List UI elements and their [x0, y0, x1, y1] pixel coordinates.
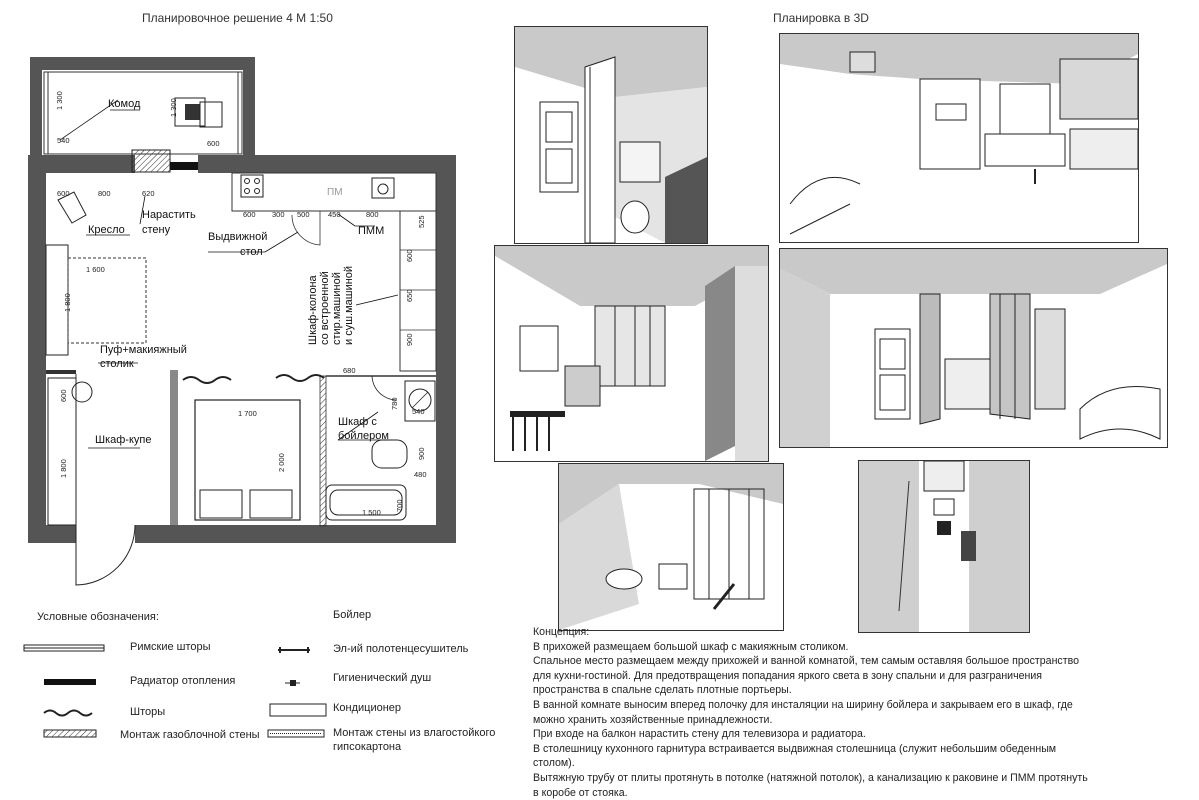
svg-text:900: 900 [417, 447, 426, 460]
svg-text:600: 600 [59, 389, 68, 402]
legend-radiator: Радиатор отопления [130, 675, 236, 687]
concept-line: столом). [533, 757, 575, 770]
legend-drywall-1: Монтаж стены из влагостойкого [333, 727, 496, 739]
label-boiler-1: Шкаф с [338, 416, 377, 428]
gas-block-legend-icon [44, 730, 96, 737]
label-stol-1: Выдвижной [208, 231, 268, 243]
concept-line: В столешницу кухонного гарнитура встраивается выдвижная столешница (служит небольшим обеденным [533, 742, 1057, 755]
balcony-wall-left [30, 57, 42, 157]
svg-text:со встроенной: со встроенной [319, 271, 331, 345]
svg-text:500: 500 [297, 210, 310, 219]
svg-text:1 800: 1 800 [59, 459, 68, 478]
concept-line: При входе на балкон нарастить стену для телевизора и радиатора. [533, 728, 866, 741]
svg-text:525: 525 [417, 215, 426, 228]
wall-bottom-right [135, 525, 456, 543]
radiator-icon [170, 162, 198, 170]
svg-text:450: 450 [328, 210, 341, 219]
svg-text:700: 700 [395, 499, 404, 512]
legend-hygienic-shower: Гигиенический душ [333, 672, 432, 684]
partition-bedroom-left [170, 370, 178, 525]
floor-plan [0, 0, 470, 600]
concept-line: для кухни-гостиной. Для предотвращения попадания яркого света в зону спальни и для разграничения [533, 669, 1043, 682]
svg-text:и суш.машиной: и суш.машиной [343, 265, 355, 345]
wall-left [28, 155, 46, 543]
sofa-unfolded [68, 258, 146, 343]
svg-text:1 700: 1 700 [238, 409, 257, 418]
render-living-wide [494, 245, 769, 462]
curtain-icon-2 [276, 375, 324, 381]
label-boiler-2: бойлером [338, 430, 389, 442]
curtain-icon [183, 377, 231, 383]
label-narastit-1: Нарастить [142, 209, 196, 221]
main-walls [28, 150, 456, 543]
legend-roman-blinds: Римские шторы [130, 641, 211, 653]
label-shkaf-column [307, 266, 355, 345]
sink-icon [372, 178, 394, 198]
label-pm: ПМ [327, 187, 343, 198]
legend-curtains: Шторы [130, 706, 166, 718]
label-kupe: Шкаф-купе [95, 434, 152, 446]
render-balcony-top [858, 460, 1030, 633]
legend-drywall-2: гипсокартона [333, 741, 402, 753]
legend-towel-dryer: Эл-ий полотенцесушитель [333, 643, 469, 655]
svg-text:800: 800 [366, 210, 379, 219]
svg-text:Шкаф-колона: Шкаф-колона [307, 275, 319, 345]
drywall-legend-icon [268, 730, 324, 737]
svg-text:540: 540 [57, 136, 70, 145]
legend-boiler: Бойлер [333, 609, 372, 621]
chair-icon [185, 104, 200, 120]
svg-text:600: 600 [57, 189, 70, 198]
wall-bottom-left [28, 525, 76, 543]
radiator-block [132, 150, 170, 172]
radiator-legend-icon [44, 679, 96, 685]
svg-text:620: 620 [142, 189, 155, 198]
render-bedroom [779, 248, 1168, 448]
svg-text:1 300: 1 300 [169, 98, 178, 117]
label-kreslo: Кресло [88, 224, 125, 236]
towel-dryer-legend-icon [278, 647, 310, 653]
renders-title: Планировка в 3D [773, 11, 869, 25]
svg-text:600: 600 [405, 249, 414, 262]
hygienic-shower-legend-icon [285, 680, 300, 686]
wall-right [436, 155, 456, 543]
svg-text:540: 540 [412, 407, 425, 416]
curtains-legend-icon [44, 711, 92, 716]
render-bathroom [558, 463, 784, 631]
concept-title: Концепция: [533, 626, 590, 638]
label-puf-1: Пуф+макияжный [100, 344, 187, 356]
svg-text:650: 650 [405, 289, 414, 302]
concept-block [533, 625, 1113, 800]
svg-text:1 600: 1 600 [86, 265, 105, 274]
svg-text:780: 780 [390, 397, 399, 410]
svg-text:680: 680 [343, 366, 356, 375]
concept-line: пространства в спальне сделать плотные портьеры. [533, 684, 792, 697]
svg-text:600: 600 [207, 139, 220, 148]
label-pmm: ПММ [358, 225, 385, 237]
svg-text:600: 600 [243, 210, 256, 219]
stove-icon [241, 175, 263, 197]
toilet-icon [372, 440, 407, 468]
wall-top-right [276, 155, 456, 173]
svg-text:480: 480 [414, 470, 427, 479]
roman-blinds-icon [24, 645, 104, 651]
balcony-wall-top [30, 57, 255, 70]
legend-title: Условные обозначения: [37, 611, 159, 623]
render-kitchen-living [779, 33, 1139, 243]
svg-text:2 000: 2 000 [277, 453, 286, 472]
concept-line: В прихожей размещаем большой шкаф с макияжным столиком. [533, 640, 849, 653]
concept-line: в коробе от стояка. [533, 786, 628, 799]
bath-door [372, 376, 396, 400]
svg-text:900: 900 [405, 333, 414, 346]
label-komod: Комод [108, 98, 141, 110]
concept-line: Спальное место размещаем между прихожей и ванной комнатой, тем самым оставляя большое пространство [533, 655, 1079, 668]
concept-line: В ванной комнате выносим вперед полочку для инсталяции на ширину бойлера и закрываем его в шкаф, где [533, 698, 1073, 711]
render-hallway [514, 26, 708, 244]
concept-line: можно хранить хозяйственные принадлежности. [533, 713, 773, 726]
entry-door [76, 525, 135, 585]
conditioner-legend-icon [270, 704, 326, 716]
svg-text:1 500: 1 500 [362, 508, 381, 517]
svg-text:1 800: 1 800 [63, 293, 72, 312]
svg-text:1 300: 1 300 [55, 91, 64, 110]
svg-text:800: 800 [98, 189, 111, 198]
svg-text:300: 300 [272, 210, 285, 219]
wall-top-middle [198, 155, 276, 173]
label-puf-2: столик [100, 358, 134, 370]
legend-gas-block: Монтаж газоблочной стены [120, 729, 260, 741]
concept-line: Вытяжную трубу от плиты протянуть в потолке (натяжной потолок), а канализацию к раковине и ПММ протянуть [533, 771, 1088, 784]
partition-bath [320, 376, 326, 526]
label-narastit-2: стену [142, 224, 171, 236]
balcony-wall-right [243, 57, 255, 157]
svg-text:стир.машиной: стир.машиной [331, 272, 343, 345]
plan-title: Планировочное решение 4 М 1:50 [142, 11, 333, 25]
label-stol-2: стол [240, 246, 263, 258]
legend-conditioner: Кондиционер [333, 702, 402, 714]
pouf-icon [72, 382, 92, 402]
